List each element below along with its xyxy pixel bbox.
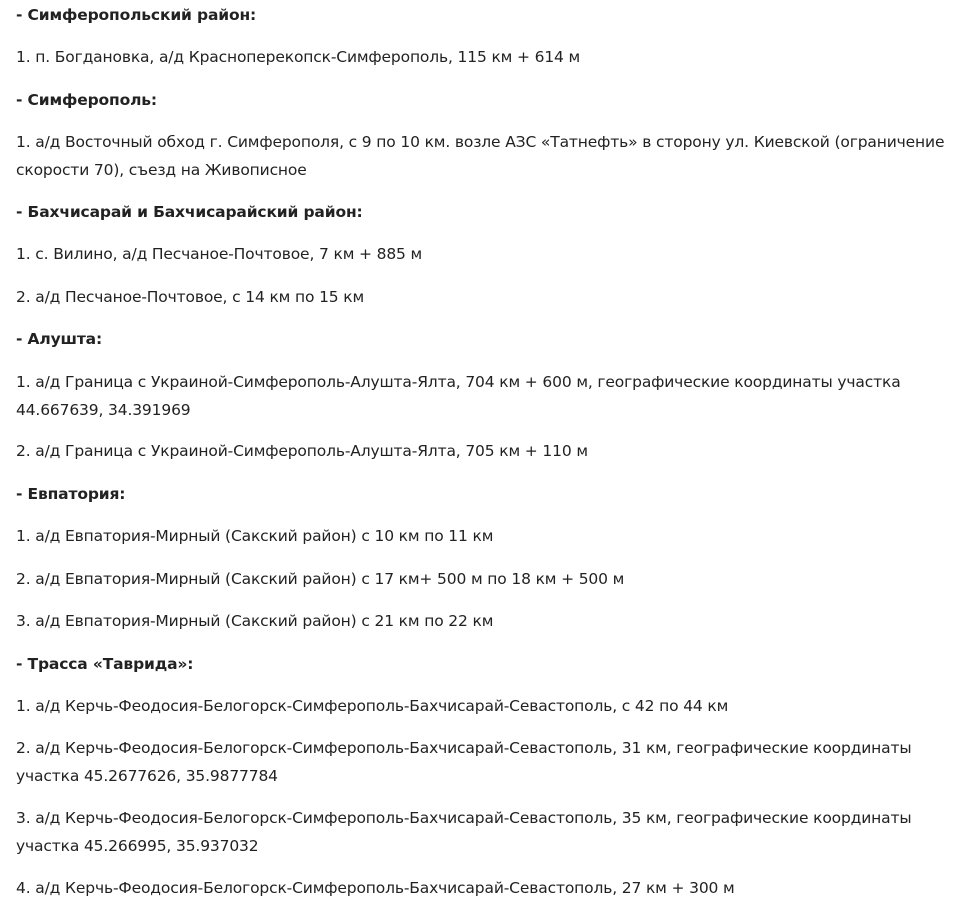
list-item: 2. а/д Керчь-Феодосия-Белогорск-Симферополь-Бахчисарай-Севастополь, 31 км, географические координаты участка 45.2677626, 35.9877784 bbox=[16, 739, 912, 785]
section-heading-alushta: - Алушта: bbox=[16, 330, 103, 348]
list-item: 3. а/д Евпатория-Мирный (Сакский район) с 21 км по 22 км bbox=[16, 612, 494, 630]
list-item: 4. а/д Керчь-Феодосия-Белогорск-Симферополь-Бахчисарай-Севастополь, 27 км + 300 м bbox=[16, 879, 735, 897]
section-heading-simferopol-district: - Симферопольский район: bbox=[16, 6, 257, 24]
list-item: 1. а/д Восточный обход г. Симферополя, с 9 по 10 км. возле АЗС «Татнефть» в сторону ул. Киевской (ограничение скорости 70), съезд на Живописное bbox=[16, 133, 945, 179]
section-heading-tavrida: - Трасса «Таврида»: bbox=[16, 655, 194, 673]
list-item: 2. а/д Евпатория-Мирный (Сакский район) с 17 км+ 500 м по 18 км + 500 м bbox=[16, 570, 625, 588]
section-heading-simferopol: - Симферополь: bbox=[16, 91, 157, 109]
section-heading-evpatoria: - Евпатория: bbox=[16, 485, 126, 503]
list-item: 1. а/д Евпатория-Мирный (Сакский район) с 10 км по 11 км bbox=[16, 527, 494, 545]
list-item: 1. а/д Граница с Украиной-Симферополь-Алушта-Ялта, 704 км + 600 м, географические координаты участка 44.667639, 34.391969 bbox=[16, 373, 901, 419]
list-item: 2. а/д Песчаное-Почтовое, с 14 км по 15 км bbox=[16, 288, 365, 306]
list-item: 1. п. Богдановка, а/д Красноперекопск-Симферополь, 115 км + 614 м bbox=[16, 48, 581, 66]
list-item: 2. а/д Граница с Украиной-Симферополь-Алушта-Ялта, 705 км + 110 м bbox=[16, 442, 588, 460]
list-item: 1. с. Вилино, а/д Песчаное-Почтовое, 7 км + 885 м bbox=[16, 245, 423, 263]
list-item: 3. а/д Керчь-Феодосия-Белогорск-Симферополь-Бахчисарай-Севастополь, 35 км, географические координаты участка 45.266995, 35.937032 bbox=[16, 809, 912, 855]
list-item: 1. а/д Керчь-Феодосия-Белогорск-Симферополь-Бахчисарай-Севастополь, с 42 по 44 км bbox=[16, 697, 729, 715]
section-heading-bakhchisaray: - Бахчисарай и Бахчисарайский район: bbox=[16, 203, 363, 221]
